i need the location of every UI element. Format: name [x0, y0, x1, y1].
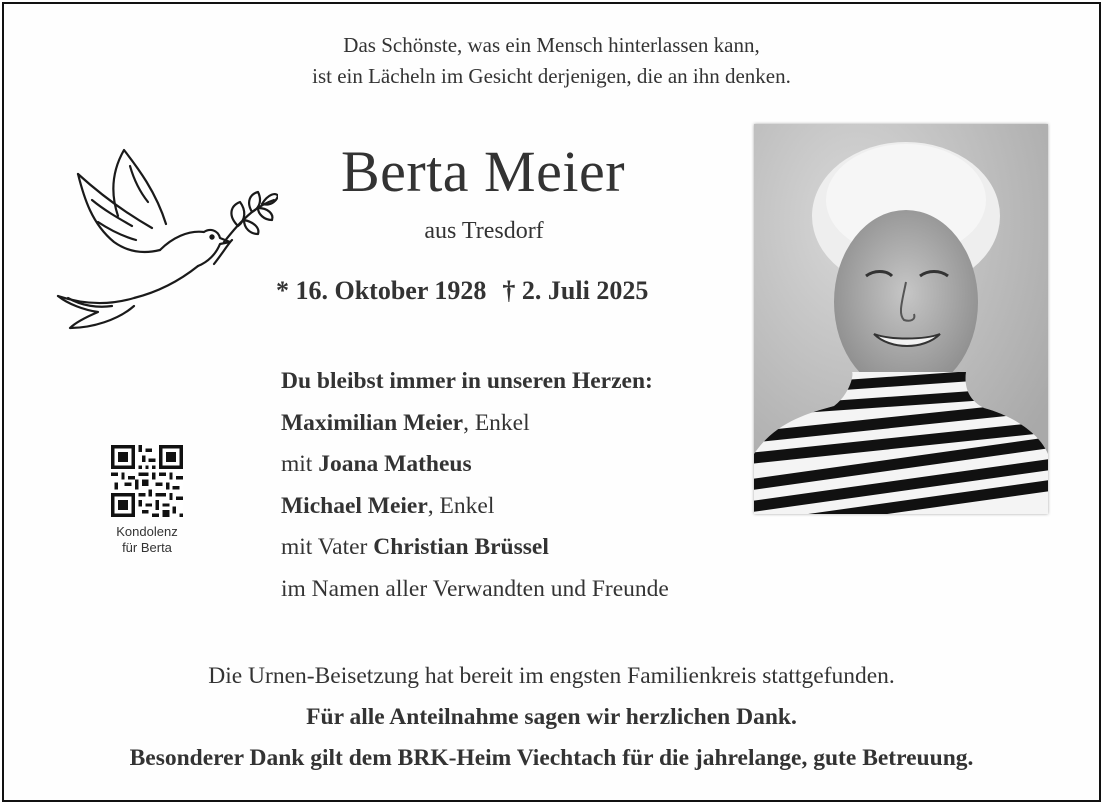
mourner-3: Michael Meier, Enkel: [281, 492, 495, 519]
footer-line-1: Die Urnen-Beisetzung hat bereit im engsten Familienkreis stattgefunden.: [208, 663, 895, 689]
quote: [4, 30, 1099, 92]
portrait-photo: [754, 124, 1048, 514]
mourner-4: mit Vater Christian Brüssel: [281, 534, 549, 560]
death-date: † 2. Juli 2025: [502, 276, 649, 305]
dove-with-olive-branch-icon: [48, 146, 278, 332]
qr-label: Kondolenz für Berta: [116, 524, 178, 555]
quote-line-1: Das Schönste, was ein Mensch hinterlassen kann,: [343, 33, 760, 57]
mourners-heading: Du bleibst immer in unseren Herzen:: [281, 368, 653, 394]
footer-text: [4, 656, 1099, 779]
qr-code-icon[interactable]: [111, 445, 183, 517]
life-dates: [276, 276, 664, 306]
mourner-2: mit Joana Matheus: [281, 451, 472, 477]
deceased-origin: aus Tresdorf: [424, 218, 544, 244]
quote-line-2: ist ein Lächeln im Gesicht derjenigen, die an ihn denken.: [312, 64, 791, 88]
footer-line-2: Für alle Anteilnahme sagen wir herzlichen Dank.: [306, 704, 797, 730]
mourners-closing: im Namen aller Verwandten und Freunde: [281, 575, 669, 602]
mourners-list: [281, 361, 669, 610]
mourner-1: Maximilian Meier, Enkel: [281, 409, 530, 436]
obituary-frame: [2, 2, 1101, 802]
birth-date: * 16. Oktober 1928: [276, 276, 487, 305]
deceased-name: Berta Meier: [340, 139, 626, 204]
footer-line-3: Besonderer Dank gilt dem BRK-Heim Viechtach für die jahrelange, gute Betreuung.: [129, 745, 974, 771]
